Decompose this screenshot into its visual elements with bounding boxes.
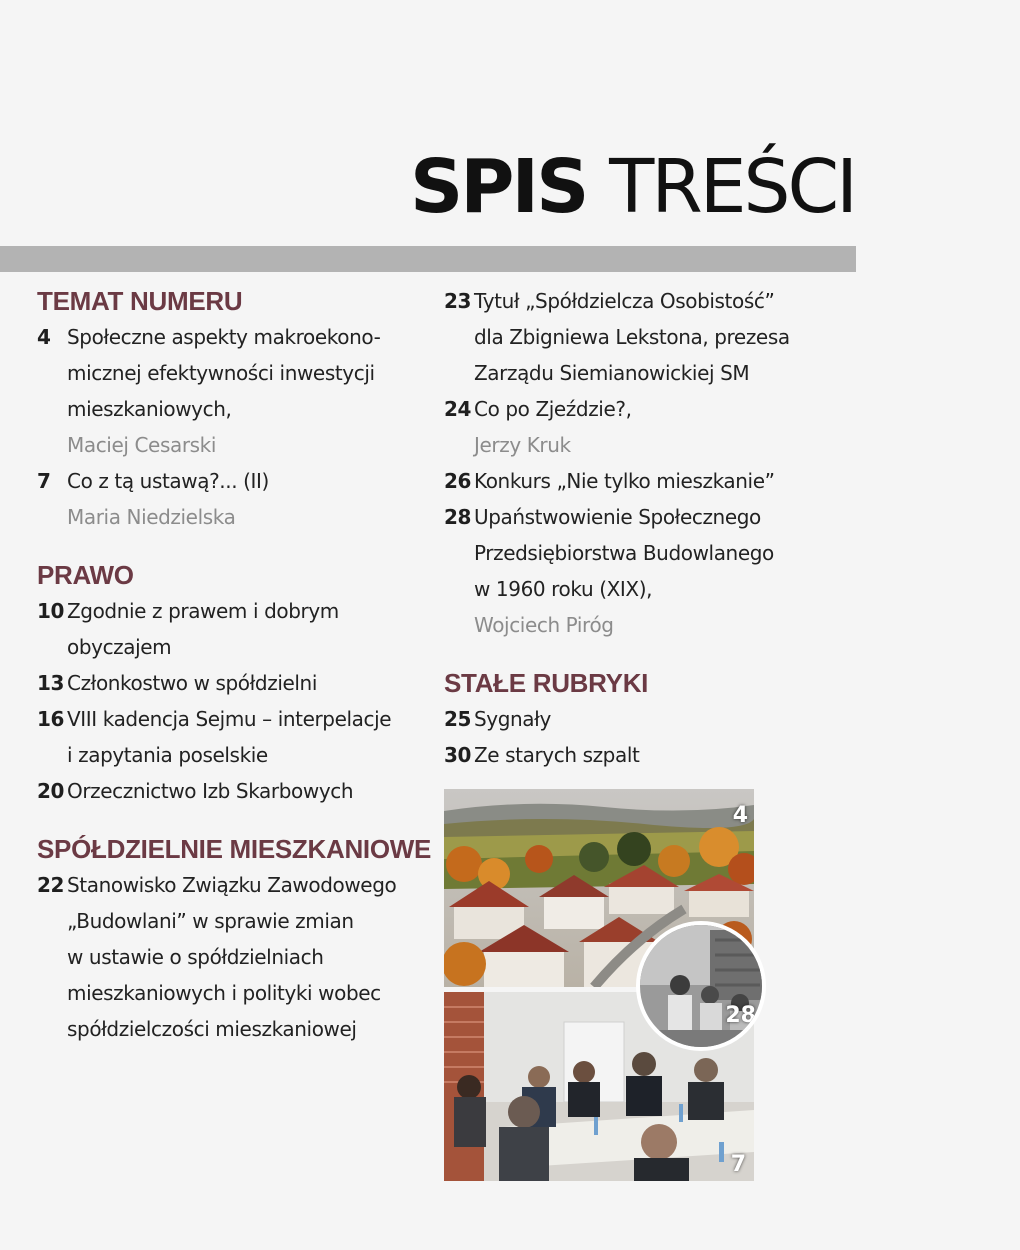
toc-section [37,283,427,535]
toc-entry[interactable] [37,319,427,463]
page-number: 23 [444,289,472,313]
photo-page-number-4: 4 [732,803,748,828]
entry-title-line: „Budowlani” w sprawie zmian [67,909,354,933]
toc-entry[interactable] [444,701,844,737]
toc-entry[interactable] [444,499,844,643]
photo-historic-circle [636,921,766,1051]
entry-text [474,499,844,643]
entry-text [67,319,427,463]
page-number: 24 [444,397,472,421]
page-number: 7 [37,469,51,493]
toc-entry[interactable] [37,593,427,665]
toc-entry[interactable] [444,283,844,391]
page-number: 16 [37,707,65,731]
entry-author: Maciej Cesarski [67,433,217,457]
entry-title-line: Konkurs „Nie tylko mieszkanie” [474,469,775,493]
entry-title-line: Ze starych szpalt [474,743,640,767]
entry-title-line: mieszkaniowych i polityki wobec [67,981,381,1005]
entry-title-line: w ustawie o spółdzielniach [67,945,324,969]
page-number: 26 [444,469,472,493]
page-title-bold: SPIS [410,144,587,230]
toc-right-column [444,283,844,795]
toc-entry[interactable] [444,463,844,499]
entry-title-line: Stanowisko Związku Zawodowego [67,873,397,897]
entry-title-line: Orzecznictwo Izb Skarbowych [67,779,354,803]
entry-title-line: VIII kadencja Sejmu – interpelacje [67,707,392,731]
entry-text [67,773,427,809]
header-bar [0,246,856,272]
entry-title-line: Sygnały [474,707,551,731]
page-number: 28 [444,505,472,529]
entry-title-line: Członkostwo w spółdzielni [67,671,317,695]
entry-text [67,665,427,701]
entry-title-line: Co z tą ustawą?... (II) [67,469,269,493]
entry-text [474,701,844,737]
entry-title-line: w 1960 roku (XIX), [474,577,653,601]
page-number: 22 [37,873,65,897]
toc-entry[interactable] [37,665,427,701]
toc-entry[interactable] [444,737,844,773]
toc-entry[interactable] [444,391,844,463]
entry-author: Wojciech Piróg [474,613,614,637]
page-title [410,144,855,230]
entry-author: Maria Niedzielska [67,505,236,529]
entry-title-line: i zapytania poselskie [67,743,268,767]
entry-title-line: mieszkaniowych, [67,397,232,421]
entry-title-line: Upaństwowienie Społecznego [474,505,761,529]
entry-title-line: Co po Zjeździe?, [474,397,632,421]
photo-page-number-7: 7 [730,1152,746,1177]
page-number: 30 [444,743,472,767]
toc-section [37,557,427,809]
entry-author: Jerzy Kruk [474,433,571,457]
section-title: PRAWO [37,560,134,590]
page-number: 25 [444,707,472,731]
entry-title-line: dla Zbigniewa Lekstona, prezesa [474,325,790,349]
entry-text [67,463,427,535]
entry-text [474,737,844,773]
page-number: 10 [37,599,65,623]
entry-text [67,593,427,665]
section-title: TEMAT NUMERU [37,286,243,316]
entry-title-line: Przedsiębiorstwa Budowlanego [474,541,774,565]
entry-text [474,283,844,391]
entry-title-line: Zgodnie z prawem i dobrym [67,599,339,623]
entry-title-line: spółdzielczości mieszkaniowej [67,1017,357,1041]
entry-text [474,391,844,463]
section-title: SPÓŁDZIELNIE MIESZKANIOWE [37,834,432,864]
toc-section [444,665,844,773]
photo-collage [444,789,754,1181]
entry-text [474,463,844,499]
page-number: 4 [37,325,51,349]
entry-text [67,867,427,1047]
toc-entry[interactable] [37,773,427,809]
entry-text [67,701,427,773]
toc-entry[interactable] [37,867,427,1047]
entry-title-line: Zarządu Siemianowickiej SM [474,361,750,385]
entry-title-line: Społeczne aspekty makroekono- [67,325,381,349]
toc-left-column [37,283,432,1069]
toc-entry[interactable] [37,701,427,773]
page-number: 20 [37,779,65,803]
page-number: 13 [37,671,65,695]
toc-entry[interactable] [37,463,427,535]
toc-section [444,283,844,643]
photo-page-number-28: 28 [725,1003,756,1028]
page-title-light: TREŚCI [609,144,855,230]
toc-section [37,831,432,1047]
entry-title-line: Tytuł „Spółdzielcza Osobistość” [474,289,775,313]
section-title: STAŁE RUBRYKI [444,668,649,698]
entry-title-line: obyczajem [67,635,172,659]
entry-title-line: micznej efektywności inwestycji [67,361,375,385]
